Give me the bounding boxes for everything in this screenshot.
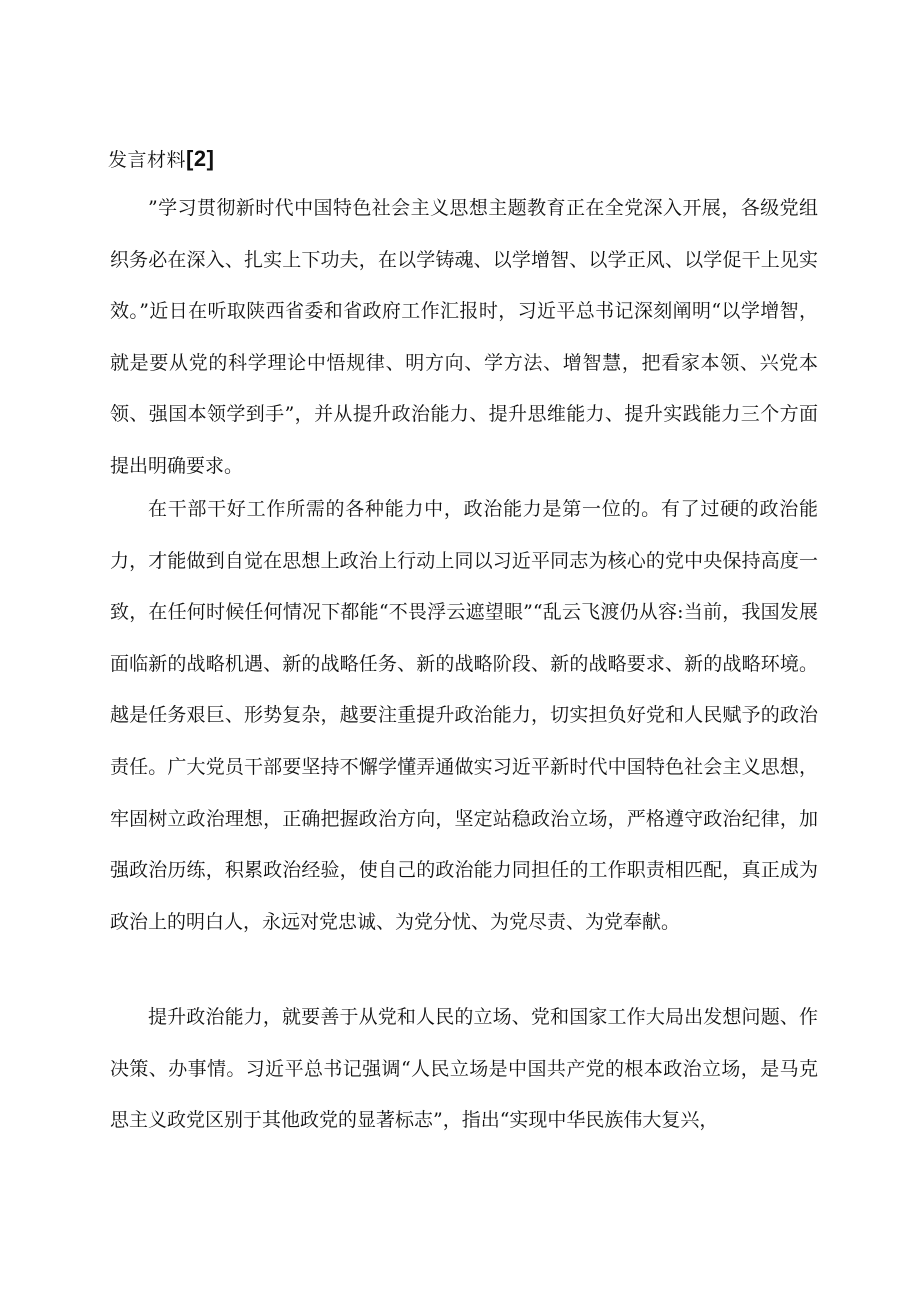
document-title-text: 发言材料 [108, 149, 187, 171]
paragraph-2: 在干部干好工作所需的各种能力中，政治能力是第一位的。有了过硬的政治能力，才能做到自觉在思想上政治上行动上同以习近平同志为核心的党中央保持高度一致，在任何时候任何情况下都能“不畏浮云遮望眼”“乱云飞渡仍从容:当前，我国发展面临新的战略机遇、新的战略任务、新的战略阶段、新的战略要求、新的战略环境。越是任务艰巨、形势复杂，越要注重提升政治能力，切实担负好党和人民赋予的政治责任。广大党员干部要坚持不懈学懂弄通做实习近平新时代中国特色社会主义思想，牢固树立政治理想，正确把握政治方向，坚定站稳政治立场，严格遵守政治纪律，加强政治历练，积累政治经验，使自己的政治能力同担任的工作职责相匹配，真正成为政治上的明白人，永远对党忠诚、为党分忧、为党尽责、为党奉献。 [110, 498, 818, 933]
paragraph-1: ”学习贯彻新时代中国特色社会主义思想主题教育正在全党深入开展，各级党组织务必在深入、扎实上下功夫，在以学铸魂、以学增智、以学正风、以学促干上见实效。”近日在听取陕西省委和省政府工作汇报时，习近平总书记深刻阐明“以学增智，就是要从党的科学理论中悟规律、明方向、学方法、增智慧，把看家本领、兴党本领、强国本领学到手”，并从提升政治能力、提升思维能力、提升实践能力三个方面提出明确要求。 [110, 197, 818, 477]
document-title [108, 144, 214, 175]
document-title-number: [2] [186, 146, 215, 171]
paragraph-3: 提升政治能力，就要善于从党和人民的立场、党和国家工作大局出发想问题、作决策、办事情。习近平总书记强调“人民立场是中国共产党的根本政治立场，是马克思主义政党区别于其他政党的显著标志”，指出“实现中华民族伟大复兴， [110, 1006, 818, 1132]
